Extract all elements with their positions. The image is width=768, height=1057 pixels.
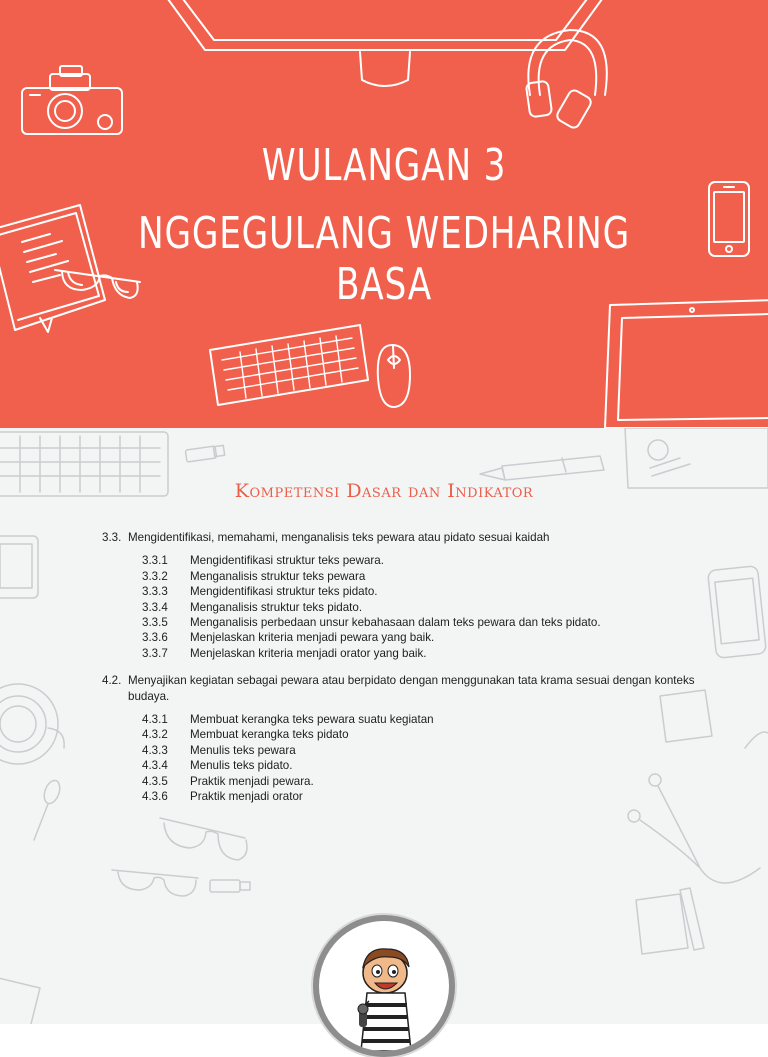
competency-text: Menyajikan kegiatan sebagai pewara atau berpidato dengan menggunakan tata krama sesuai dengan konteks budaya.	[128, 674, 695, 703]
indicator-number: 3.3.6	[142, 631, 168, 645]
indicator-text: Membuat kerangka teks pidato	[190, 728, 349, 742]
indicator-text: Menganalisis perbedaan unsur kebahasaan dalam teks pewara dan teks pidato.	[190, 616, 601, 630]
indicator-item	[142, 646, 702, 661]
indicator-text: Praktik menjadi pewara.	[190, 774, 314, 788]
tablet-icon	[0, 976, 40, 1024]
indicator-text: Menganalisis struktur teks pewara	[190, 569, 366, 583]
indicator-number: 4.3.1	[142, 713, 168, 727]
indicator-number: 4.3.5	[142, 774, 168, 788]
indicator-number: 3.3.3	[142, 585, 168, 599]
coffee-cup-icon	[0, 684, 64, 764]
competency-number: 3.3.	[102, 531, 122, 544]
indicator-text: Menjelaskan kriteria menjadi pewara yang baik.	[190, 631, 435, 645]
sticky-note-icon	[636, 894, 688, 954]
indicator-number: 4.3.6	[142, 790, 168, 804]
indicator-text: Mengidentifikasi struktur teks pidato.	[190, 585, 378, 599]
indicator-item	[142, 600, 702, 615]
indicator-item	[142, 615, 702, 630]
glasses-icon	[112, 870, 198, 896]
competency-text: Mengidentifikasi, memahami, menganalisis teks pewara atau pidato sesuai kaidah	[128, 531, 550, 544]
indicator-number: 3.3.4	[142, 600, 168, 614]
indicator-list	[142, 553, 702, 661]
indicator-item	[142, 774, 702, 789]
character-badge	[313, 915, 455, 1057]
spoon-icon	[34, 778, 63, 840]
keyboard-icon	[210, 325, 368, 405]
smartphone-icon	[0, 536, 38, 598]
indicator-number: 3.3.2	[142, 569, 168, 583]
pen-icon	[480, 456, 604, 480]
indicator-number: 3.3.7	[142, 646, 168, 660]
page-title-line1: WULANGAN 3	[261, 140, 507, 191]
glasses-icon	[160, 818, 247, 860]
camera-icon	[22, 66, 122, 134]
indicator-item	[142, 569, 702, 584]
header-banner	[0, 0, 768, 428]
indicator-number: 3.3.1	[142, 554, 168, 568]
speaker-character-icon	[319, 921, 449, 1051]
page-title-line2: NGGEGULANG WEDHARING BASA	[137, 208, 630, 310]
indicator-text: Mengidentifikasi struktur teks pewara.	[190, 554, 384, 568]
indicator-text: Praktik menjadi orator	[190, 790, 303, 804]
badge-inner	[319, 921, 449, 1051]
indicator-text: Menganalisis struktur teks pidato.	[190, 600, 363, 614]
usb-drive-icon	[185, 445, 224, 462]
tablet-icon	[605, 300, 768, 428]
indicator-item	[142, 712, 702, 727]
smartphone-icon	[708, 566, 767, 659]
usb-drive-icon	[210, 880, 250, 892]
indicator-list	[142, 712, 702, 804]
competency-item	[102, 530, 702, 545]
indicator-item	[142, 630, 702, 645]
indicator-item	[142, 789, 702, 804]
indicator-text: Menulis teks pewara	[190, 743, 296, 757]
indicator-text: Menulis teks pidato.	[190, 759, 293, 773]
indicator-item	[142, 553, 702, 568]
indicator-item	[142, 584, 702, 599]
indicator-text: Menjelaskan kriteria menjadi orator yang baik.	[190, 646, 427, 660]
indicator-item	[142, 758, 702, 773]
smartphone-icon	[709, 182, 749, 256]
indicator-number: 4.3.4	[142, 759, 168, 773]
competency-number: 4.2.	[102, 674, 122, 688]
indicator-number: 4.3.2	[142, 728, 168, 742]
indicator-text: Membuat kerangka teks pewara suatu kegiatan	[190, 713, 434, 727]
indicator-number: 3.3.5	[142, 616, 168, 630]
section-title: Kompetensi Dasar dan Indikator	[234, 480, 534, 502]
indicator-number: 4.3.3	[142, 743, 168, 757]
notebook-icon	[625, 428, 768, 488]
mouse-icon	[378, 345, 410, 407]
headphones-icon	[526, 30, 607, 130]
competency-content	[102, 530, 702, 805]
indicator-item	[142, 743, 702, 758]
indicator-item	[142, 727, 702, 742]
competency-item	[102, 673, 702, 704]
